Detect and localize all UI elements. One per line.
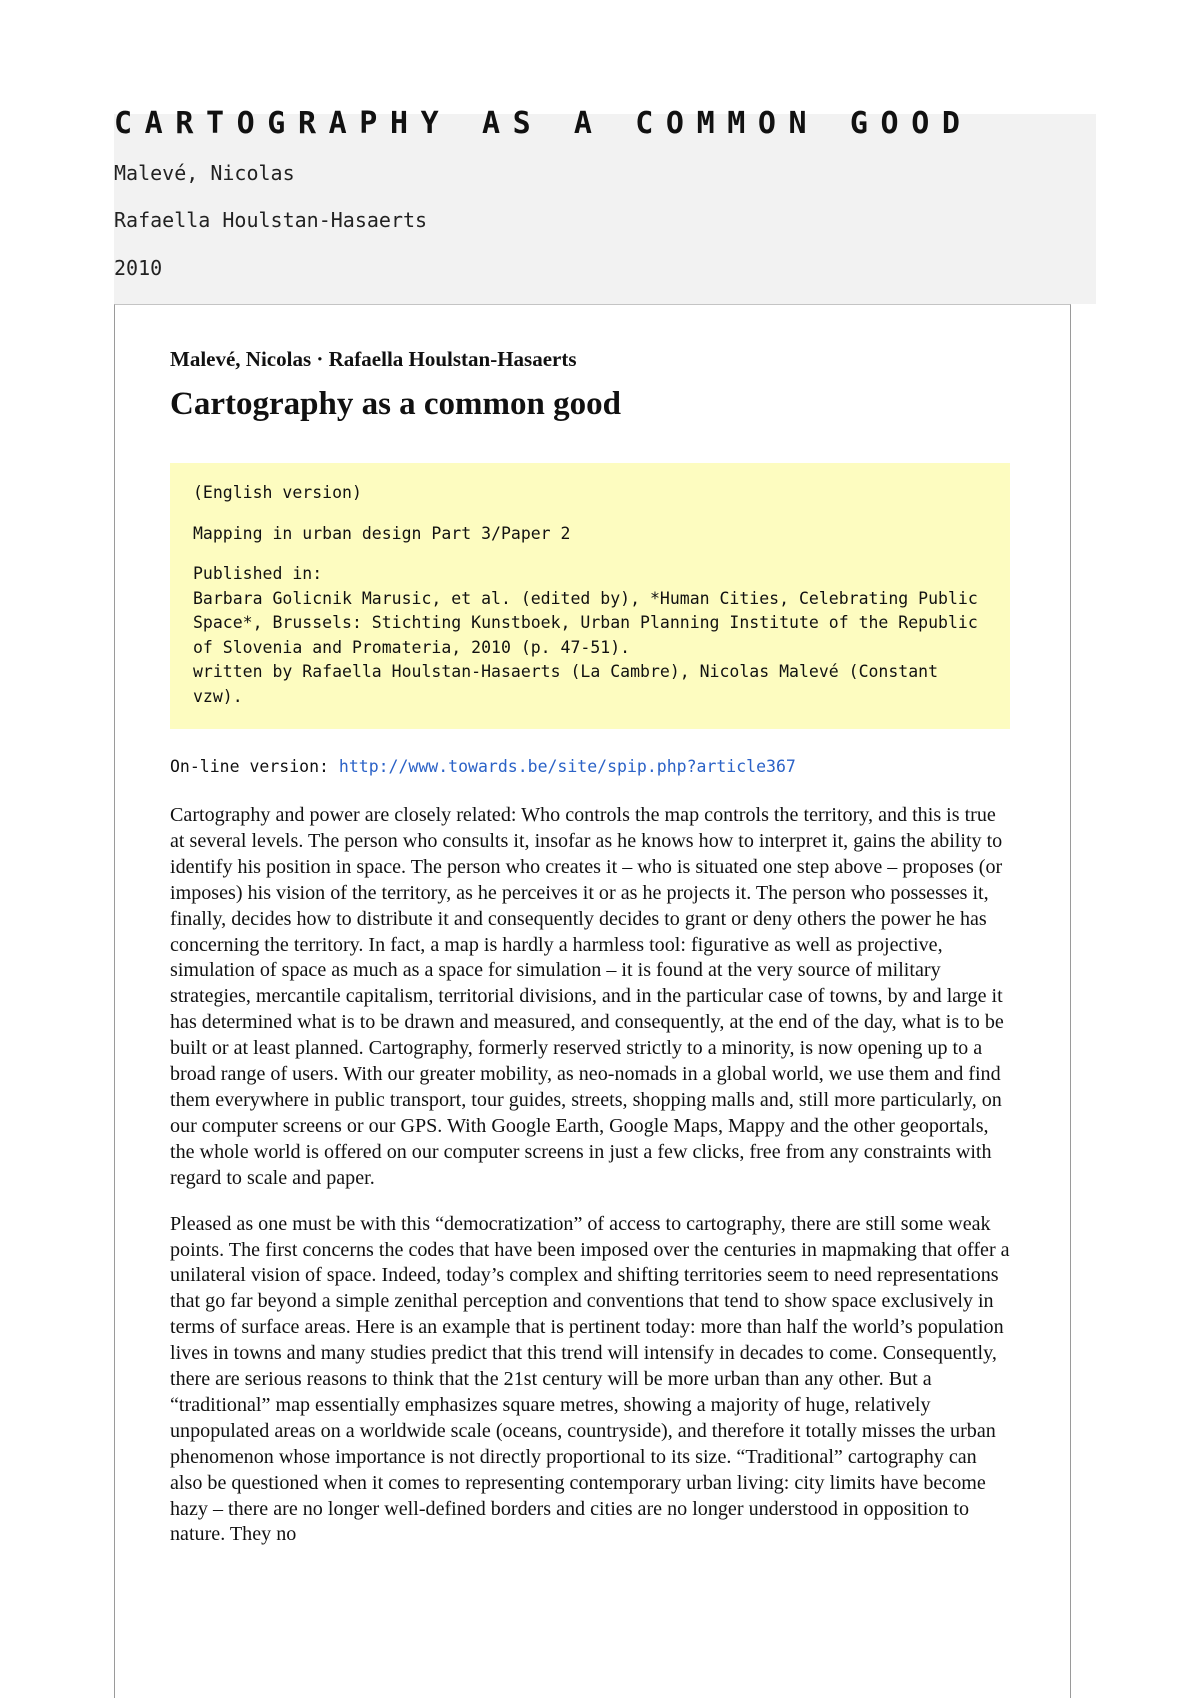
series-note: Mapping in urban design Part 3/Paper 2 xyxy=(193,523,571,543)
version-note: (English version) xyxy=(193,483,362,502)
online-version-link[interactable]: http://www.towards.be/site/spip.php?article367 xyxy=(338,757,796,776)
meta-author-2: Rafaella Houlstan-Hasaerts xyxy=(114,208,428,232)
meta-year: 2010 xyxy=(114,256,163,280)
online-label: On-line version: xyxy=(170,757,329,776)
meta-author-1: Malevé, Nicolas xyxy=(114,161,295,185)
publication-info-box xyxy=(170,463,1010,729)
document-content xyxy=(170,344,1010,1548)
published-label: Published in: xyxy=(193,564,323,583)
written-by: written by Rafaella Houlstan-Hasaerts (La Cambre), Nicolas Malevé (Constant vzw). xyxy=(193,662,939,706)
document-authors: Malevé, Nicolas · Rafaella Houlstan-Hasaerts xyxy=(170,347,577,371)
paragraph-1: Cartography and power are closely related: Who controls the map controls the territory, and this is true at several levels. The person who consults it, insofar as he knows how to interpret it, gains the ability to identify his position in space. The person who creates it – who is situated one step above – proposes (or imposes) his vision of the territory, as he perceives it or as he projects it. The person who possesses it, finally, decides how to distribute it and consequently decides to grant or deny others the power he has concerning the territory. In fact, a map is hardly a harmless tool: figurative as well as projective, simulation of space as much as a space for simulation – it is found at the very source of military strategies, mercantile capitalism, territorial divisions, and in the particular case of towns, by and large it has determined what is to be drawn and measured, and consequently, at the end of the day, what is to be built or at least planned. Cartography, formerly reserved strictly to a minority, is now opening up to a broad range of users. With our greater mobility, as neo-nomads in a global world, we use them and find them everywhere in public transport, tour guides, streets, shopping malls and, still more particularly, on our computer screens or our GPS. With Google Earth, Google Maps, Mappy and the other geoportals, the whole world is offered on our computer screens in just a few clicks, free from any constraints with regard to scale and paper. xyxy=(170,804,1004,1189)
online-version xyxy=(170,755,1010,779)
paragraph-2: Pleased as one must be with this “democratization” of access to cartography, there are still some weak points. The first concerns the codes that have been imposed over the centuries in mapmaking that offer a unilateral vision of space. Indeed, today’s complex and shifting territories seem to need representations that go far beyond a simple zenithal perception and conventions that tend to show space exclusively in terms of surface areas. Here is an example that is pertinent today: more than half the world’s population lives in towns and many studies predict that this trend will intensify in decades to come. Consequently, there are serious reasons to think that the 21st century will be more urban than any other. But a “traditional” map essentially emphasizes square metres, showing a majority of huge, relatively unpopulated areas on a worldwide scale (oceans, countryside), and therefore it totally misses the urban phenomenon whose importance is not directly proportional to its size. “Traditional” cartography can also be questioned when it comes to representing contemporary urban living: city limits have become hazy – there are no longer well-defined borders and cities are no longer understood in opposition to nature. They no xyxy=(170,1212,1010,1546)
document-title: Cartography as a common good xyxy=(170,386,621,422)
site-title: CARTOGRAPHY AS A COMMON GOOD xyxy=(114,106,973,141)
citation: Barbara Golicnik Marusic, et al. (edited by), *Human Cities, Celebrating Public Space*, Brussels: Stichting Kunstboek, Urban Planning Institute of the Republic of Slovenia and Promateria, 2010 (p. 47-51). xyxy=(193,588,978,657)
publication-details xyxy=(193,562,987,709)
article-body xyxy=(170,803,1010,1548)
